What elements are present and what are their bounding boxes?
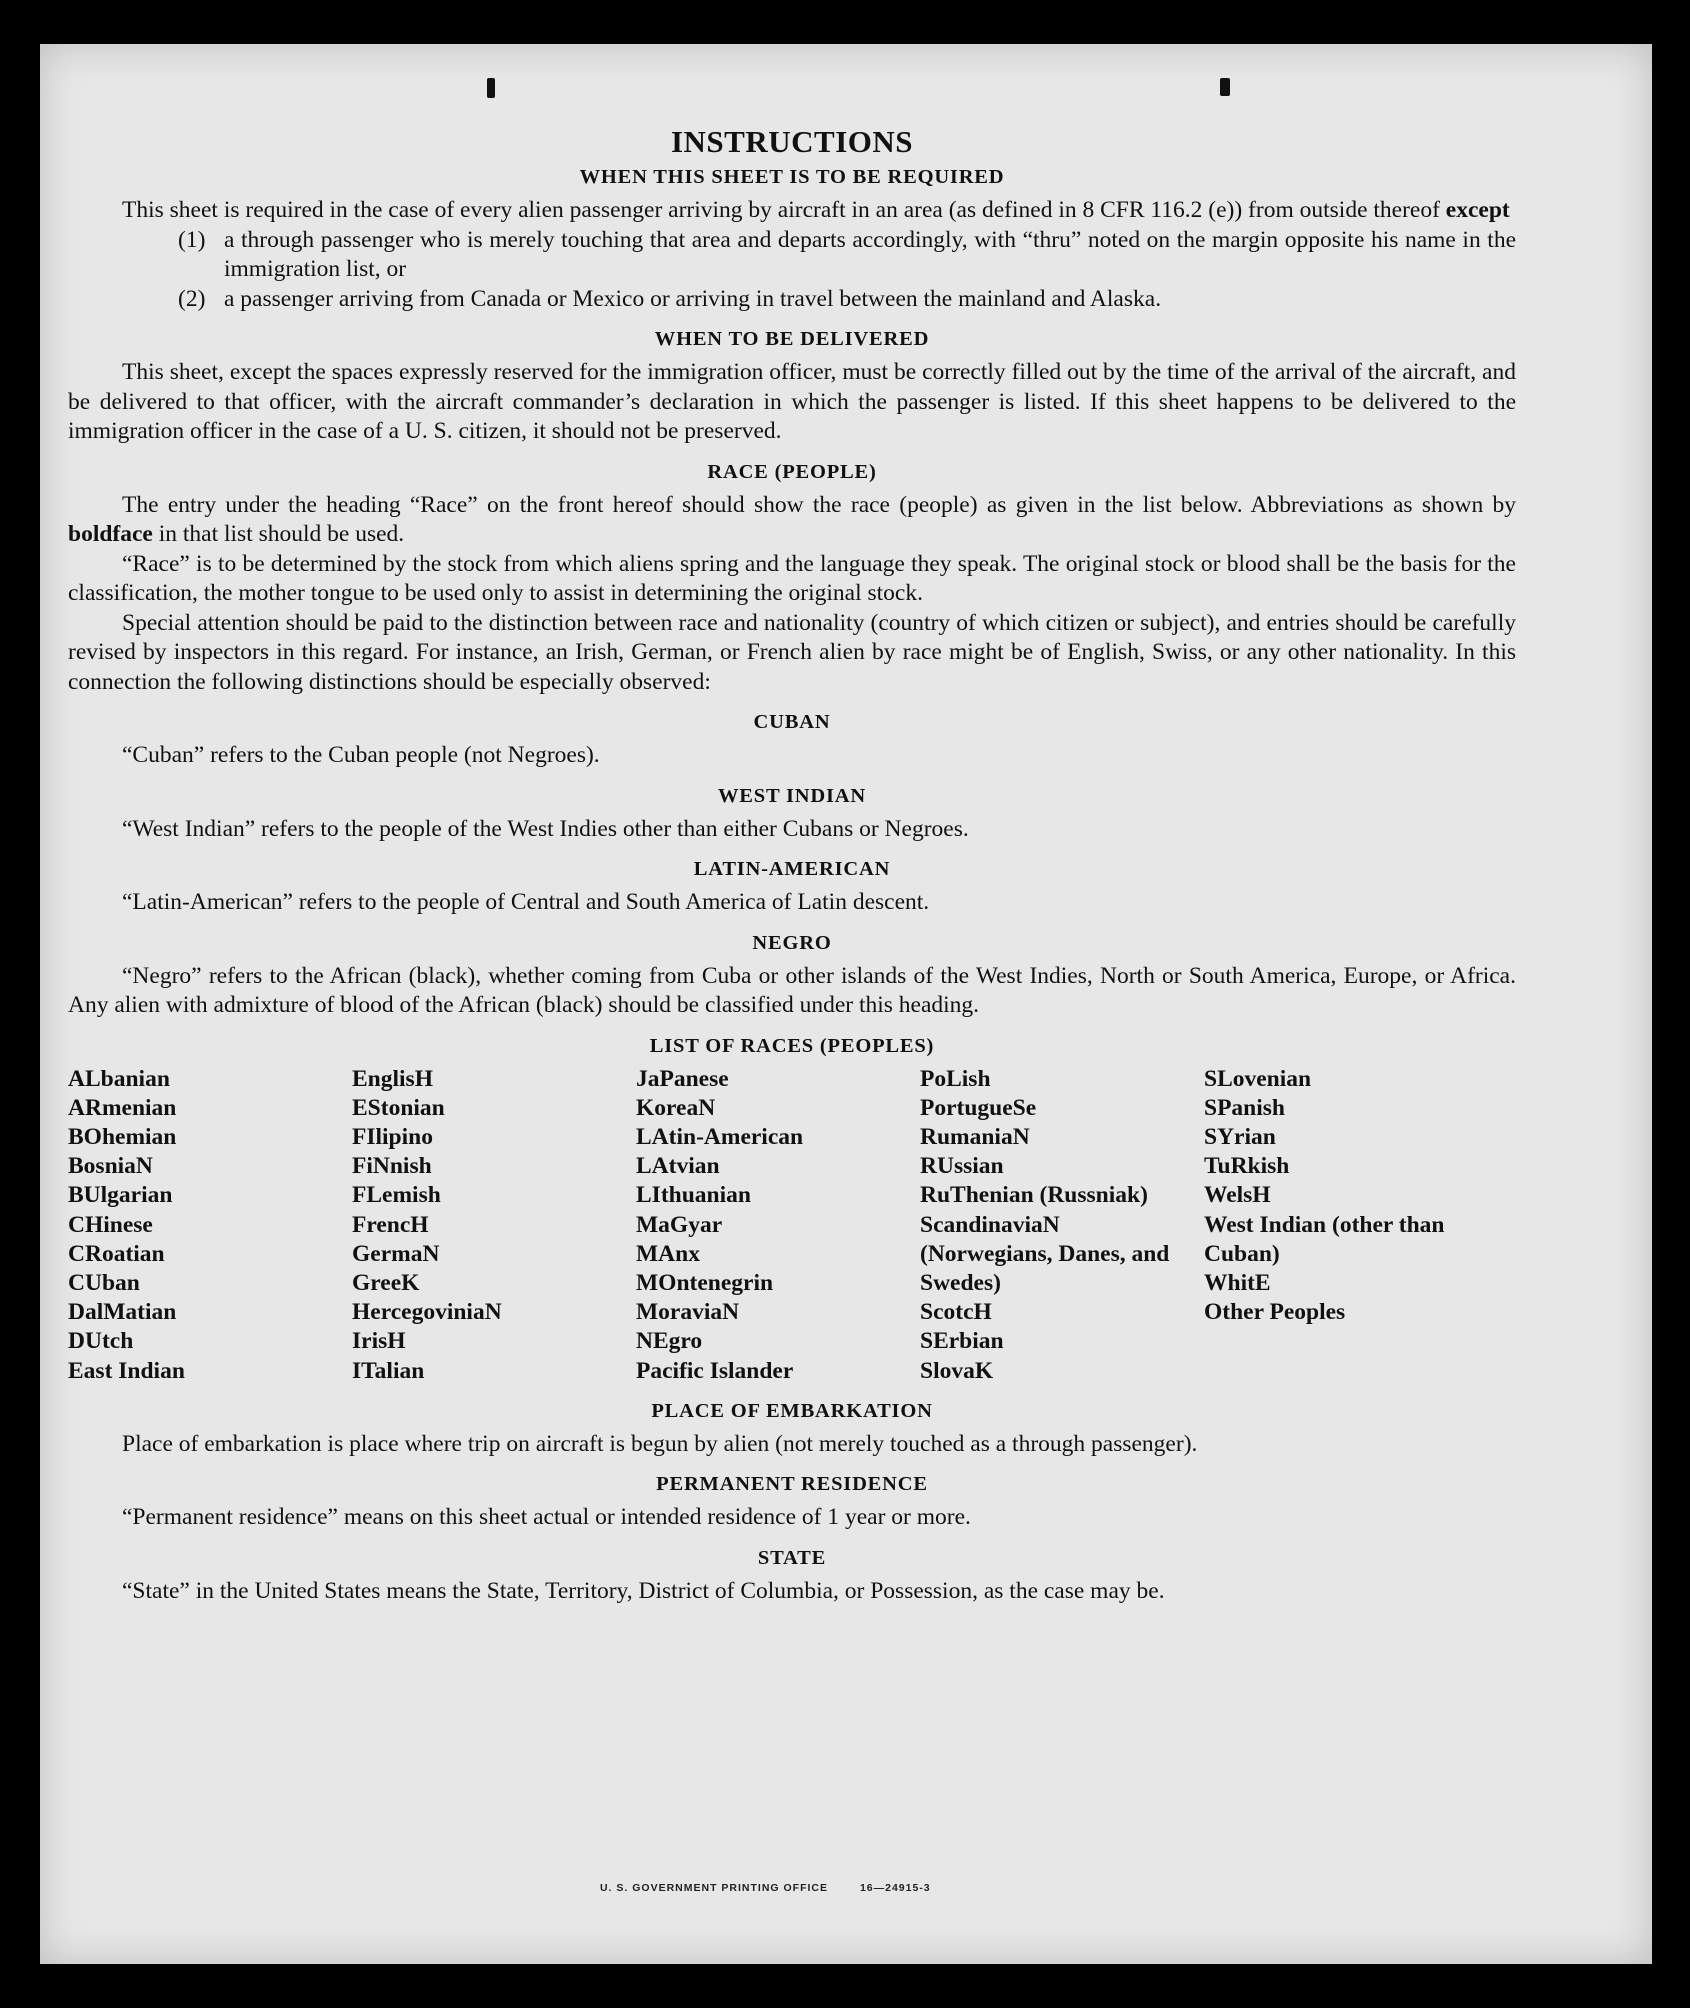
race-item: SYrian (1204, 1123, 1276, 1150)
section-heading-list-of-races: LIST OF RACES (PEOPLES) (649, 1034, 935, 1057)
except-keyword: except (1445, 197, 1510, 223)
race-item: SlovaK (920, 1357, 994, 1384)
race-item: EStonian (352, 1094, 445, 1121)
races-column (636, 1065, 920, 1386)
race-item: CRoatian (68, 1240, 165, 1267)
race-item: MOntenegrin (636, 1269, 774, 1296)
race-item: GreeK (352, 1269, 420, 1296)
race-item: MAnx (636, 1240, 700, 1267)
race-item: RuThenian (Russniak) (920, 1182, 1148, 1209)
printer-name: U. S. GOVERNMENT PRINTING OFFICE (600, 1882, 829, 1894)
item-number: (2) (178, 285, 206, 312)
race-item: ScotcH (920, 1299, 992, 1326)
section-heading-latin-american: LATIN-AMERICAN (693, 858, 891, 880)
exception-item (68, 226, 1516, 285)
race-item: East Indian (68, 1357, 185, 1384)
race-item: PoLish (920, 1065, 991, 1092)
printer-imprint (600, 1882, 959, 1894)
race-item: JaPanese (636, 1065, 729, 1092)
form-code: 16—24915-3 (859, 1882, 931, 1894)
race-item: DUtch (68, 1328, 134, 1355)
race-item: BUlgarian (68, 1182, 173, 1209)
exception-list (68, 226, 1516, 315)
item-text: a passenger arriving from Canada or Mexico or arriving in travel between the mainland and Alaska. (224, 285, 1162, 312)
race-item: CUban (68, 1269, 140, 1296)
race-item: FrencH (352, 1211, 429, 1238)
race-item: TuRkish (1204, 1153, 1290, 1180)
negro-text: “Negro” refers to the African (black), whether coming from Cuba or other islands of the West Indies, North or South America, Europe, or Africa. Any alien with admixture of blood of the African (black) should be classified under this heading. (68, 962, 1516, 1018)
state-text: “State” in the United States means the State, Territory, District of Columbia, or Possession, as the case may be. (122, 1577, 1165, 1604)
race-paragraph-1 (68, 491, 1516, 550)
race-item: HercegoviniaN (352, 1299, 502, 1326)
races-column (68, 1065, 352, 1386)
race-item: NEgro (636, 1328, 703, 1355)
race-item: SPanish (1204, 1094, 1285, 1121)
page-title: INSTRUCTIONS (670, 124, 913, 159)
race-item: ScandinaviaN (Norwegians, Danes, and Swedes) (920, 1211, 1170, 1296)
ink-mark (487, 78, 495, 98)
race-item: FiNnish (352, 1153, 432, 1180)
item-text: a through passenger who is merely touching that area and departs accordingly, with “thru” noted on the margin opposite his name in the immigration list, or (224, 226, 1516, 282)
race-item: MaGyar (636, 1211, 723, 1238)
races-column (1204, 1065, 1488, 1386)
race-p1-end: in that list should be used. (152, 521, 405, 547)
section-heading-race: RACE (PEOPLE) (707, 460, 877, 483)
west-indian-text: “West Indian” refers to the people of the West Indies other than either Cubans or Negroes. (122, 815, 969, 842)
race-item: FIlipino (352, 1123, 433, 1150)
section-heading-embarkation: PLACE OF EMBARKATION (651, 1399, 933, 1422)
race-p1-start: The entry under the heading “Race” on the front hereof should show the race (people) as given in the list below. Abbreviations as shown by (122, 491, 1516, 518)
when-delivered-text: This sheet, except the spaces expressly reserved for the immigration officer, must be correctly filled out by the time of the arrival of the aircraft, and be delivered to that officer, with the aircraft commander’s declaration in which the passenger is listed. If this sheet happens to be delivered to the immigration officer in the case of a U. S. citizen, it should not be preserved. (68, 359, 1516, 444)
race-item: Other Peoples (1204, 1299, 1346, 1326)
race-item: FLemish (352, 1182, 441, 1209)
section-heading-west-indian: WEST INDIAN (718, 784, 866, 807)
race-item: LAtin-American (636, 1123, 804, 1150)
instructions-body (68, 122, 1516, 1606)
races-list (68, 1065, 1516, 1386)
race-item: LAtvian (636, 1153, 720, 1180)
cuban-text: “Cuban” refers to the Cuban people (not Negroes). (122, 742, 600, 768)
when-required-text (68, 196, 1516, 226)
race-item: West Indian (other than Cuban) (1204, 1211, 1445, 1267)
race-item: SLovenian (1204, 1065, 1312, 1092)
section-heading-state: STATE (757, 1546, 827, 1569)
section-heading-negro: NEGRO (752, 931, 832, 954)
race-item: LIthuanian (636, 1182, 751, 1209)
race-paragraph-2: “Race” is to be determined by the stock from which aliens spring and the language they speak. The original stock or blood shall be the basis for the classification, the mother tongue to be used only to assist in determining the original stock. (68, 550, 1516, 606)
embarkation-text: Place of embarkation is place where trip on aircraft is begun by alien (not merely touched as a through passenger). (122, 1430, 1198, 1457)
document-page (40, 44, 1652, 1964)
race-item: WhitE (1204, 1269, 1271, 1296)
item-number: (1) (178, 226, 206, 253)
race-item: KoreaN (636, 1094, 716, 1121)
section-heading-when-required: WHEN THIS SHEET IS TO BE REQUIRED (579, 166, 1005, 188)
section-heading-cuban: CUBAN (753, 711, 831, 733)
race-item: MoraviaN (636, 1299, 740, 1326)
race-item: RumaniaN (920, 1123, 1030, 1150)
race-item: BOhemian (68, 1123, 177, 1150)
race-item: Pacific Islander (636, 1357, 794, 1384)
ink-mark (1220, 78, 1230, 96)
races-column (920, 1065, 1204, 1386)
race-item: EnglisH (352, 1065, 433, 1092)
boldface-keyword: boldface (68, 521, 153, 547)
races-column (352, 1065, 636, 1386)
exception-item (68, 285, 1516, 315)
section-heading-when-delivered: WHEN TO BE DELIVERED (654, 328, 930, 350)
race-item: SErbian (920, 1328, 1004, 1355)
race-item: ALbanian (68, 1065, 170, 1092)
race-item: IrisH (352, 1328, 406, 1355)
latin-american-text: “Latin-American” refers to the people of Central and South America of Latin descent. (122, 889, 930, 915)
race-item: GermaN (352, 1240, 440, 1267)
race-item: PortugueSe (920, 1094, 1037, 1121)
race-item: RUssian (920, 1153, 1004, 1180)
race-item: ITalian (352, 1357, 425, 1384)
race-item: BosniaN (68, 1153, 153, 1180)
race-item: CHinese (68, 1211, 153, 1238)
race-item: DalMatian (68, 1299, 177, 1326)
race-item: WelsH (1204, 1182, 1271, 1209)
race-paragraph-3: Special attention should be paid to the distinction between race and nationality (country of which citizen or subject), and entries should be carefully revised by inspectors in this regard. For instance, an Irish, German, or French alien by race might be of English, Swiss, or any other nationality. In this connection the following distinctions should be especially observed: (68, 609, 1516, 695)
when-required-intro: This sheet is required in the case of every alien passenger arriving by aircraft in an area (as defined in 8 CFR 116.2 (e)) from outside thereof (122, 197, 1446, 223)
section-heading-permanent-residence: PERMANENT RESIDENCE (656, 1473, 928, 1496)
permanent-residence-text: “Permanent residence” means on this sheet actual or intended residence of 1 year or more. (122, 1504, 971, 1531)
race-item: ARmenian (68, 1094, 177, 1121)
